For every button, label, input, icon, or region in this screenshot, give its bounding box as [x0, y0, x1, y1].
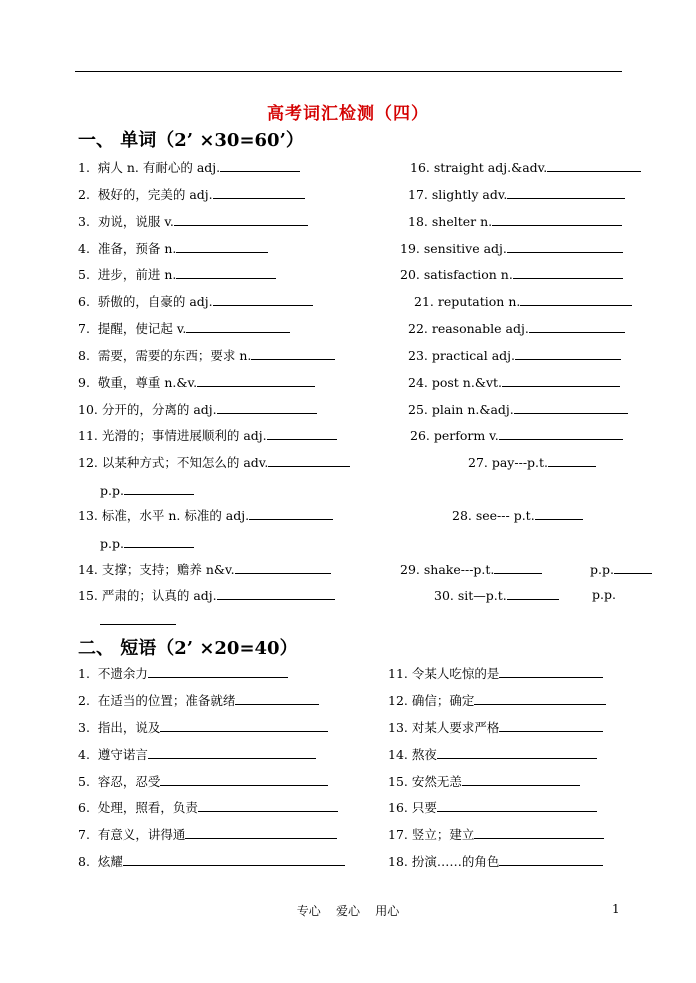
footer-motto: 专心 爱心 用心: [296, 904, 400, 918]
list-item: 20. satisfaction n.: [400, 266, 623, 283]
list-item: p.p.: [100, 535, 194, 552]
list-item: 14. 支撑；支持；赡养 n&v.: [78, 561, 331, 578]
list-item: 18. shelter n.: [408, 213, 622, 230]
list-item: 4. 准备，预备 n.: [78, 240, 268, 257]
list-item: 8. 炫耀: [78, 853, 345, 870]
list-item: 7. 有意义，讲得通: [78, 826, 337, 843]
list-item: 3. 指出，说及: [78, 719, 328, 736]
list-item: 10. 分开的，分离的 adj.: [78, 401, 317, 418]
list-item: 24. post n.&vt.: [408, 374, 620, 391]
answer-line: [100, 612, 176, 629]
list-item: p.p.: [100, 482, 194, 499]
list-item: 22. reasonable adj.: [408, 320, 625, 337]
list-item: 13. 标准，水平 n. 标准的 adj.: [78, 507, 333, 524]
list-item: 21. reputation n.: [414, 293, 632, 310]
list-item: 12. 以某种方式；不知怎么的 adv.: [78, 454, 350, 471]
list-item: 29. shake---p.t.: [400, 561, 542, 578]
page-number: 1: [612, 902, 620, 916]
list-item: 23. practical adj.: [408, 347, 621, 364]
list-item: p.p.: [592, 587, 616, 602]
list-item: 28. see--- p.t.: [452, 507, 583, 524]
list-item: 18. 扮演……的角色: [388, 853, 603, 870]
list-item: 16. 只要: [388, 799, 597, 816]
list-item: 19. sensitive adj.: [400, 240, 623, 257]
list-item: p.p.: [590, 561, 652, 578]
list-item: 1. 不遗余力: [78, 665, 288, 682]
list-item: 2. 在适当的位置；准备就绪: [78, 692, 319, 709]
list-item: 16. straight adj.&adv.: [410, 159, 641, 176]
list-item: 8. 需要，需要的东西；要求 n.: [78, 347, 335, 364]
list-item: 11. 光滑的；事情进展顺利的 adj.: [78, 427, 337, 444]
list-item: 5. 容忍，忍受: [78, 773, 328, 790]
list-item: 14. 熬夜: [388, 746, 597, 763]
list-item: 17. 竖立；建立: [388, 826, 604, 843]
list-item: 6. 处理，照看，负责: [78, 799, 338, 816]
list-item: 17. slightly adv.: [408, 186, 625, 203]
list-item: 30. sit—p.t.: [434, 587, 559, 604]
list-item: 9. 敬重，尊重 n.&v.: [78, 374, 315, 391]
section-heading-phrases: 二、 短语（2’ ×20=40）: [78, 638, 298, 659]
list-item: 15. 严肃的；认真的 adj.: [78, 587, 335, 604]
list-item: 4. 遵守诺言: [78, 746, 316, 763]
list-item: 15. 安然无恙: [388, 773, 580, 790]
list-item: 13. 对某人要求严格: [388, 719, 603, 736]
list-item: 12. 确信；确定: [388, 692, 606, 709]
list-item: 6. 骄傲的，自豪的 adj.: [78, 293, 313, 310]
list-item: 27. pay---p.t.: [468, 454, 596, 471]
list-item: 5. 进步，前进 n.: [78, 266, 276, 283]
page-title: 高考词汇检测（四）: [267, 104, 429, 124]
list-item: 11. 令某人吃惊的是: [388, 665, 603, 682]
list-item: 1. 病人 n. 有耐心的 adj.: [78, 159, 300, 176]
list-item: 7. 提醒，使记起 v.: [78, 320, 290, 337]
section-heading-words: 一、 单词（2’ ×30=60’）: [78, 130, 304, 151]
list-item: 26. perform v.: [410, 427, 623, 444]
list-item: 2. 极好的，完美的 adj.: [78, 186, 305, 203]
list-item: 3. 劝说，说服 v.: [78, 213, 308, 230]
header-rule: [75, 71, 622, 72]
list-item: 25. plain n.&adj.: [408, 401, 628, 418]
